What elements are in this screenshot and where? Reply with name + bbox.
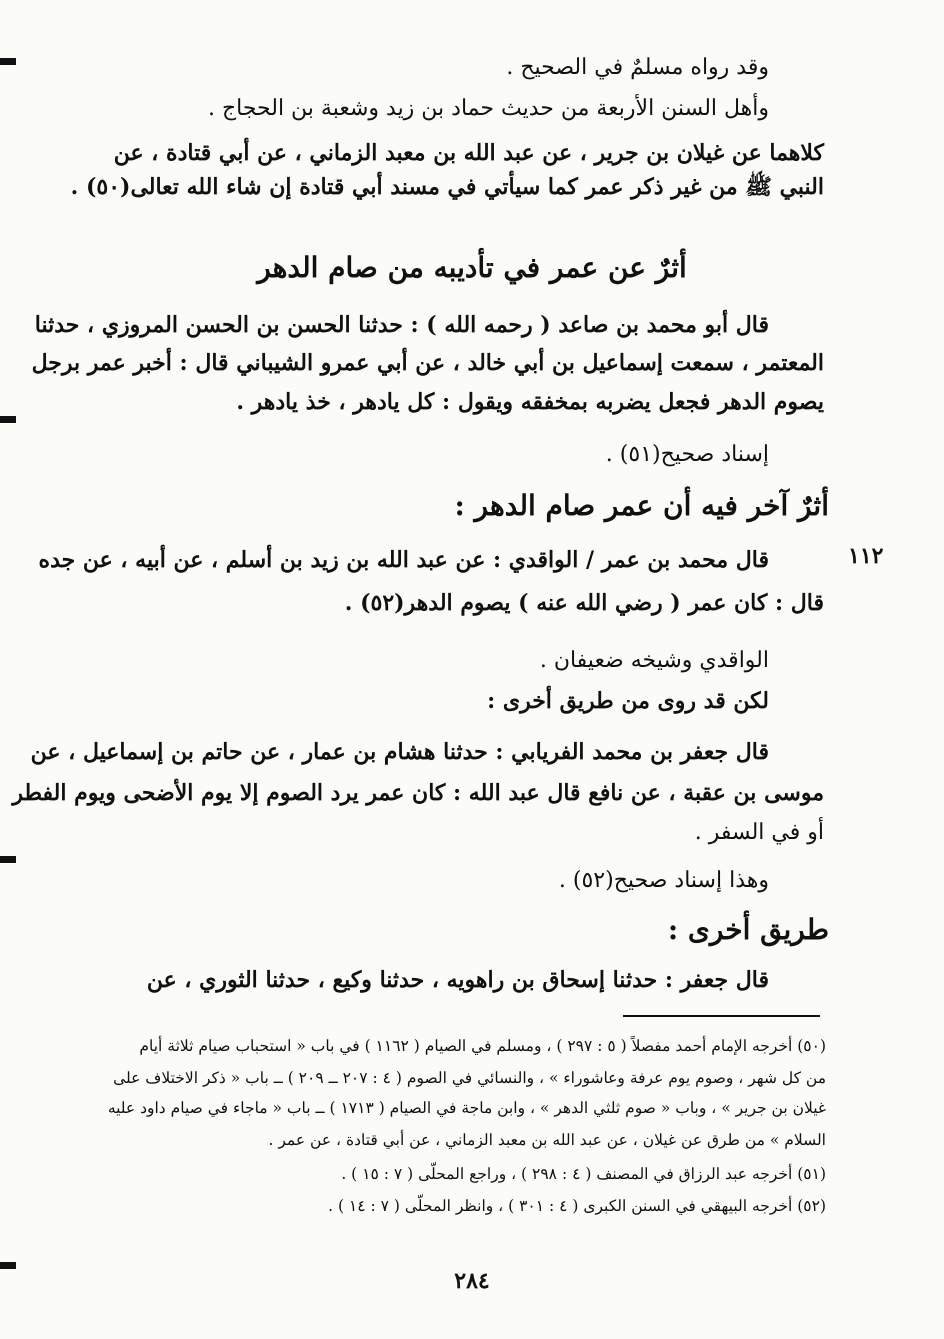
footnote-line: من كل شهر ، وصوم يوم عرفة وعاشوراء » ، والنسائي في الصوم ( ٤ : ٢٠٧ ــ ٢٠٩ ) ــ باب « ذكر الاختلاف على [113, 1069, 826, 1087]
footnote-line: غيلان بن جرير » ، وباب « صوم ثلثي الدهر » ، وابن ماجة في الصيام ( ١٧١٣ ) ــ باب « ماجاء في صيام داود عليه [107, 1099, 826, 1117]
text-line: لكن قد روى من طريق أخرى : [487, 688, 769, 714]
text-line: قال جعفر بن محمد الفريابي : حدثنا هشام بن عمار ، عن حاتم بن إسماعيل ، عن [30, 739, 769, 765]
section-heading: أثرٌ عن عمر في تأديبه من صام الدهر [257, 251, 687, 284]
page-number: ٢٨٤ [454, 1268, 490, 1294]
scan-edge-mark [0, 856, 16, 863]
text-line: يصوم الدهر فجعل يضربه بمخفقه ويقول : كل يادهر ، خذ يادهر . [236, 389, 824, 415]
text-line: موسى بن عقبة ، عن نافع قال عبد الله : كان عمر يرد الصوم إلا يوم الأضحى ويوم الفطر [12, 780, 824, 806]
scan-edge-mark [0, 416, 16, 423]
section-heading: طريق أخرى : [667, 913, 829, 946]
scan-edge-mark [0, 58, 16, 65]
isnad-line: وهذا إسناد صحيح(٥٢) . [558, 868, 769, 893]
text-line: كلاهما عن غيلان بن جرير ، عن عبد الله بن معبد الزماني ، عن أبي قتادة ، عن [113, 140, 824, 166]
text-line: قال أبو محمد بن صاعد ( رحمه الله ) : حدثنا الحسن بن الحسن المروزي ، حدثنا [34, 312, 769, 338]
text-line: النبي ﷺ من غير ذكر عمر كما سيأتي في مسند أبي قتادة إن شاء الله تعالى(٥٠) . [70, 174, 824, 200]
text-line: قال : كان عمر ( رضي الله عنه ) يصوم الدهر(٥٢) . [344, 590, 824, 616]
text-line: الواقدي وشيخه ضعيفان . [539, 648, 769, 673]
footnote-divider [623, 1015, 820, 1017]
footnote-line: (٥١) أخرجه عبد الرزاق في المصنف ( ٤ : ٢٩٨ ) ، وراجع المحلّى ( ٧ : ١٥ ) . [341, 1165, 826, 1183]
footnote-line: السلام » من طرق عن غيلان ، عن عبد الله بن معبد الزماني ، عن أبي قتادة ، عن عمر . [268, 1131, 826, 1149]
footnote-line: (٥٠) أخرجه الإمام أحمد مفصلاً ( ٥ : ٢٩٧ ) ، ومسلم في الصيام ( ١١٦٢ ) في باب « استحباب صيام ثلاثة أيام [139, 1037, 826, 1055]
text-line: قال جعفر : حدثنا إسحاق بن راهويه ، حدثنا وكيع ، حدثنا الثوري ، عن [146, 967, 769, 993]
text-line: وقد رواه مسلمٌ في الصحيح . [506, 55, 769, 80]
text-line: وأهل السنن الأربعة من حديث حماد بن زيد وشعبة بن الحجاج . [207, 96, 769, 121]
text-line: أو في السفر . [694, 820, 824, 845]
text-line: المعتمر ، سمعت إسماعيل بن أبي خالد ، عن أبي عمرو الشيباني قال : أخبر عمر برجل [31, 350, 824, 376]
text-line: قال محمد بن عمر / الواقدي : عن عبد الله بن زيد بن أسلم ، عن أبيه ، عن جده [38, 547, 769, 573]
margin-number: ١١٢ [848, 543, 884, 569]
footnote-line: (٥٢) أخرجه البيهقي في السنن الكبرى ( ٤ : ٣٠١ ) ، وانظر المحلّى ( ٧ : ١٤ ) . [328, 1197, 826, 1215]
section-heading: أثرٌ آخر فيه أن عمر صام الدهر : [454, 489, 829, 522]
isnad-line: إسناد صحيح(٥١) . [605, 442, 769, 467]
